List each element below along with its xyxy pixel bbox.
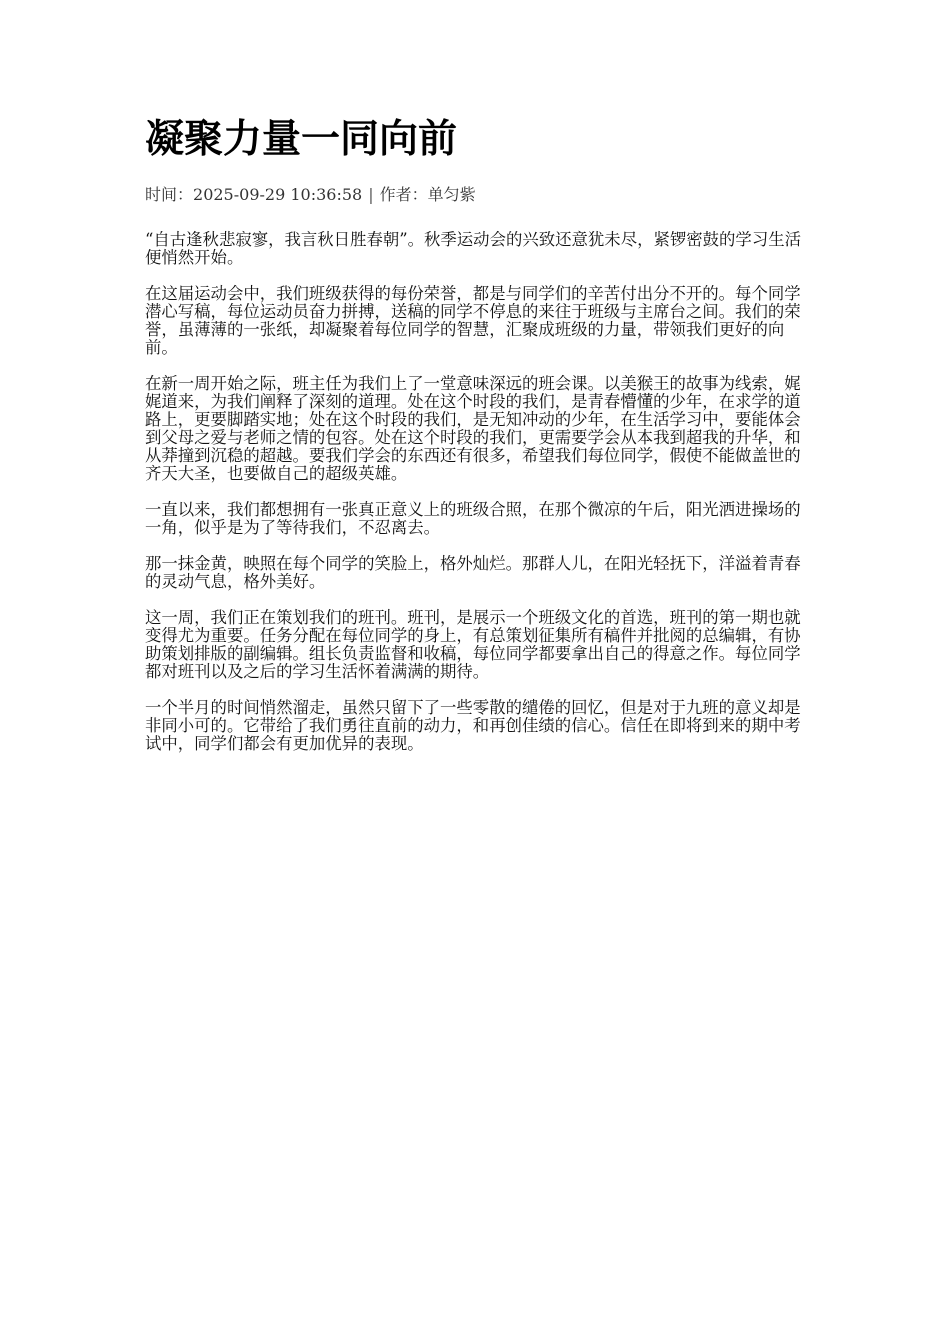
paragraph: 一直以来，我们都想拥有一张真正意义上的班级合照，在那个微凉的午后，阳光洒进操场的一角，似乎是为了等待我们，不忍离去。 [145,500,801,537]
paragraph: 那一抹金黄，映照在每个同学的笑脸上，格外灿烂。那群人儿，在阳光轻抚下，洋溢着青春的灵动气息，格外美好。 [145,554,801,591]
paragraph: 一个半月的时间悄然溜走，虽然只留下了一些零散的缱倦的回忆，但是对于九班的意义却是非同小可的。它带给了我们勇往直前的动力，和再创佳绩的信心。信任在即将到来的期中考试中，同学们都会有更加优异的表现。 [145,698,801,753]
time-label: 时间： [145,185,194,204]
article-body [145,231,813,753]
meta-separator: | [368,185,374,204]
author-label: 作者： [379,185,428,204]
article-meta [145,184,813,206]
paragraph: 这一周，我们正在策划我们的班刊。班刊，是展示一个班级文化的首选，班刊的第一期也就变得尤为重要。任务分配在每位同学的身上，有总策划征集所有稿件并批阅的总编辑，有协助策划排版的副编辑。组长负责监督和收稿，每位同学都要拿出自己的得意之作。每位同学都对班刊以及之后的学习生活怀着满满的期待。 [145,608,801,681]
article [145,113,813,771]
paragraph: 在新一周开始之际，班主任为我们上了一堂意味深远的班会课。以美猴王的故事为线索，娓娓道来，为我们阐释了深刻的道理。处在这个时段的我们，是青春懵懂的少年，在求学的道路上，更要脚踏实地；处在这个时段的我们，是无知冲动的少年，在生活学习中，要能体会到父母之爱与老师之情的包容。处在这个时段的我们，更需要学会从本我到超我的升华，和从莽撞到沉稳的超越。要我们学会的东西还有很多，希望我们每位同学，假使不能做盖世的齐天大圣，也要做自己的超级英雄。 [145,374,801,483]
author-name: 单匀紫 [427,185,476,204]
publish-time: 2025-09-29 10:36:58 [193,185,363,204]
paragraph: “自古逢秋悲寂寥，我言秋日胜春朝”。秋季运动会的兴致还意犹未尽，紧锣密鼓的学习生活便悄然开始。 [145,230,801,267]
paragraph: 在这届运动会中，我们班级获得的每份荣誉，都是与同学们的辛苦付出分不开的。每个同学潜心写稿，每位运动员奋力拼搏，送稿的同学不停息的来往于班级与主席台之间。我们的荣誉，虽薄薄的一张纸，却凝聚着每位同学的智慧，汇聚成班级的力量，带领我们更好的向前。 [145,284,801,357]
article-title: 凝聚力量一同向前 [145,117,458,162]
